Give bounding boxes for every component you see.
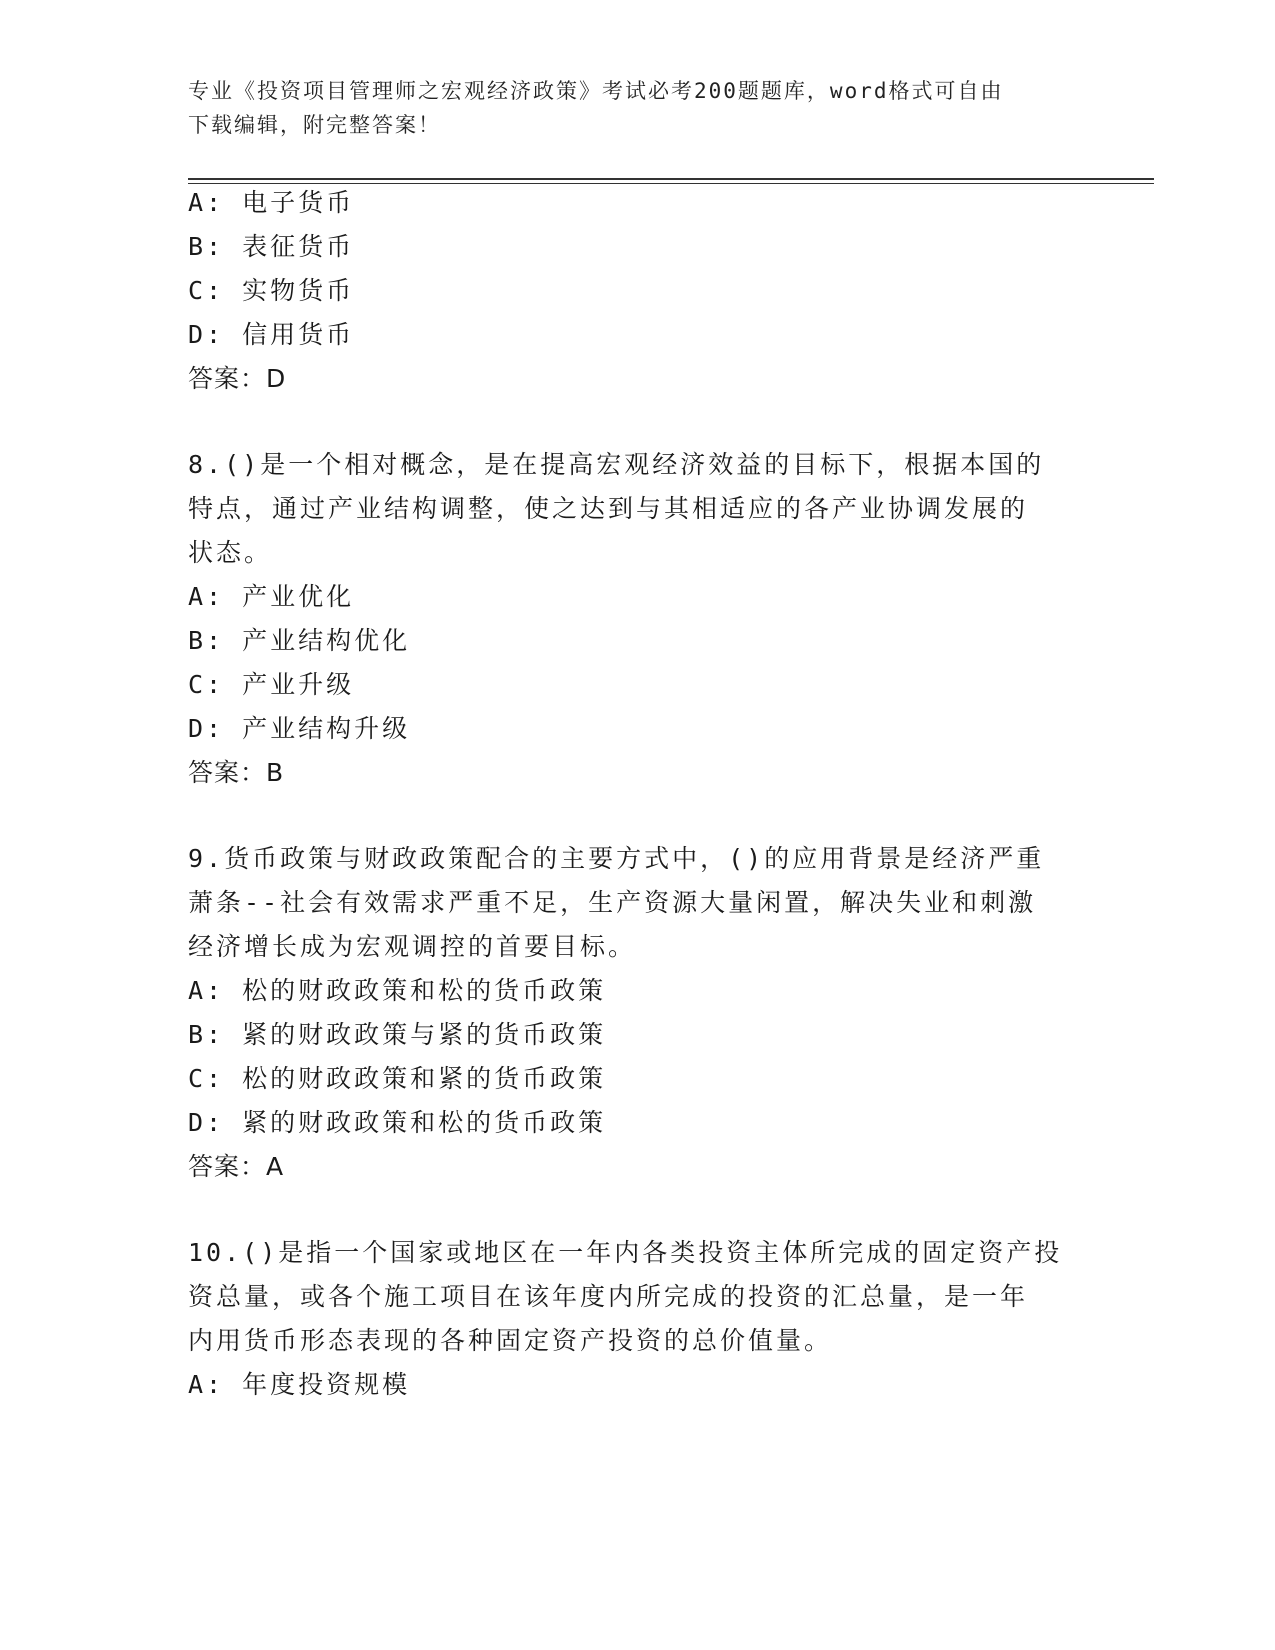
- q8-option-b: B: 产业结构优化: [188, 626, 411, 655]
- q8-stem-line-1: 8.()是一个相对概念，是在提高宏观经济效益的目标下，根据本国的: [188, 450, 1045, 479]
- q7-option-a: A: 电子货币: [188, 188, 355, 217]
- q10-stem-line-2: 资总量，或各个施工项目在该年度内所完成的投资的汇总量，是一年: [188, 1282, 1029, 1311]
- header-divider-thick: [188, 178, 1154, 180]
- q7-answer: 答案：D: [188, 364, 287, 393]
- q9-option-b: B: 紧的财政政策与紧的货币政策: [188, 1020, 607, 1049]
- q10-stem-line-3: 内用货币形态表现的各种固定资产投资的总价值量。: [188, 1326, 833, 1355]
- q8-option-d: D: 产业结构升级: [188, 714, 411, 743]
- q8-option-a: A: 产业优化: [188, 582, 355, 611]
- q8-answer: 答案：B: [188, 758, 285, 787]
- q10-stem-line-1: 10.()是指一个国家或地区在一年内各类投资主体所完成的固定资产投: [188, 1238, 1063, 1267]
- q9-stem-line-2: 萧条--社会有效需求严重不足，生产资源大量闲置，解决失业和刺激: [188, 888, 1037, 917]
- q9-stem-line-1: 9.货币政策与财政政策配合的主要方式中，()的应用背景是经济严重: [188, 844, 1045, 873]
- q7-option-d: D: 信用货币: [188, 320, 355, 349]
- q8-stem-line-3: 状态。: [188, 538, 273, 567]
- document-header: [188, 74, 1068, 142]
- q7-option-b: B: 表征货币: [188, 232, 355, 261]
- q8-stem-line-2: 特点，通过产业结构调整，使之达到与其相适应的各产业协调发展的: [188, 494, 1029, 523]
- q9-option-d: D: 紧的财政政策和松的货币政策: [188, 1108, 607, 1137]
- q9-option-c: C: 松的财政政策和紧的货币政策: [188, 1064, 607, 1093]
- q8-option-c: C: 产业升级: [188, 670, 355, 699]
- header-line-2: 下载编辑，附完整答案！: [188, 113, 441, 137]
- q10-option-a: A: 年度投资规模: [188, 1370, 411, 1399]
- q9-stem-line-3: 经济增长成为宏观调控的首要目标。: [188, 932, 637, 961]
- q9-option-a: A: 松的财政政策和松的货币政策: [188, 976, 607, 1005]
- q7-option-c: C: 实物货币: [188, 276, 355, 305]
- header-divider-thin: [188, 183, 1154, 184]
- header-line-1: 专业《投资项目管理师之宏观经济政策》考试必考200题题库，word格式可自由: [188, 79, 1004, 103]
- q9-answer: 答案：A: [188, 1152, 285, 1181]
